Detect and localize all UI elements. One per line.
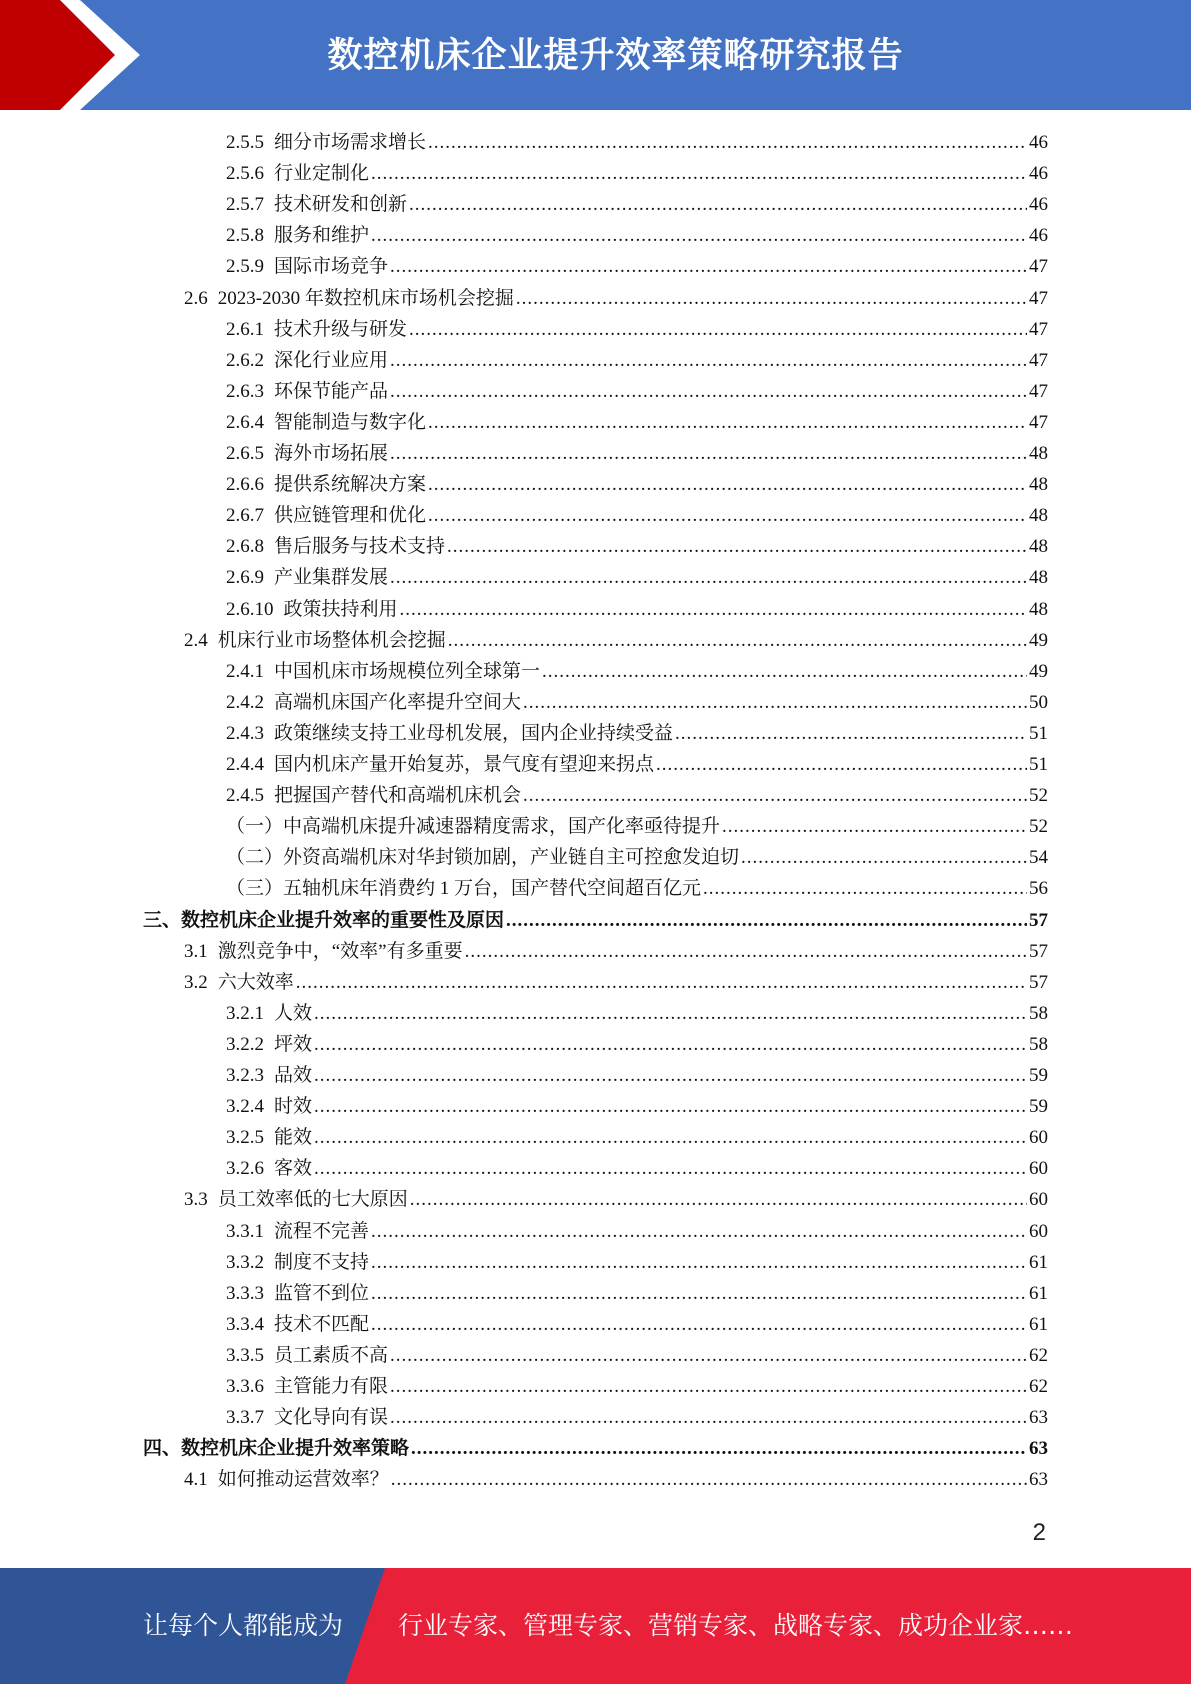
toc-entry-page: 63 [1029,1438,1048,1460]
toc-entry[interactable] [226,998,1048,1029]
toc-entry-title: 中国机床市场规模位列全球第一 [274,660,541,682]
toc-entry[interactable] [226,811,1048,842]
toc-dot-leader [314,1153,1027,1184]
toc-dot-leader [390,345,1027,376]
toc-entry[interactable] [226,1278,1048,1309]
toc-entry-page: 57 [1029,971,1048,993]
toc-entry-number: 2.4.1 [226,660,264,682]
toc-entry[interactable] [226,1153,1048,1184]
toc-entry[interactable] [226,687,1048,718]
toc-entry-number: 2.5.6 [226,163,264,185]
toc-entry-page: 47 [1029,349,1048,371]
toc-entry-page: 52 [1029,785,1048,807]
toc-entry-title: 制度不支持 [274,1251,370,1273]
toc-entry-page: 63 [1029,1469,1048,1491]
toc-entry-title: （二）外资高端机床对华封锁加剧，产业链自主可控愈发迫切 [226,847,740,869]
toc-entry-title: 2023-2030 年数控机床市场机会挖掘 [217,287,514,309]
toc-entry-page: 49 [1029,629,1048,651]
toc-entry-number: 2.6.2 [226,349,264,371]
toc-entry-page: 60 [1029,1158,1048,1180]
toc-entry[interactable] [226,438,1048,469]
toc-entry-page: 47 [1029,287,1048,309]
toc-entry-title: 文化导向有误 [274,1407,389,1429]
toc-entry-page: 49 [1029,660,1048,682]
toc-dot-leader [390,562,1027,593]
toc-entry[interactable] [226,1122,1048,1153]
toc-entry-number: 3.2.6 [226,1158,264,1180]
toc-entry-title: 高端机床国产化率提升空间大 [274,691,522,713]
toc-entry[interactable] [226,469,1048,500]
toc-entry-page: 62 [1029,1376,1048,1397]
toc-entry-number: 2.6.5 [226,443,264,464]
toc-entry-page: 51 [1029,754,1048,775]
toc-dot-leader [409,314,1027,345]
toc-entry[interactable] [226,873,1048,904]
toc-dot-leader [314,1029,1027,1060]
toc-entry[interactable] [226,314,1048,345]
toc-entry[interactable] [226,1340,1048,1371]
toc-entry-page: 60 [1029,1127,1048,1149]
toc-entry-number: 3.2.2 [226,1033,264,1055]
toc-entry-number: 2.4.2 [226,691,264,713]
toc-entry-title: 时效 [274,1096,313,1118]
toc-entry-number: 2.4.4 [226,754,264,775]
toc-entry-title: 售后服务与技术支持 [274,536,446,558]
toc-dot-leader [391,1464,1027,1495]
toc-entry-page: 51 [1029,722,1048,744]
toc-dot-leader [523,687,1027,718]
toc-dot-leader [371,158,1027,189]
toc-dot-leader [390,1402,1027,1433]
toc-entry-page: 47 [1029,380,1048,402]
toc-entry-page: 52 [1029,816,1048,838]
toc-entry-title: 服务和维护 [274,225,370,247]
toc-dot-leader [675,718,1027,749]
toc-entry-page: 63 [1029,1407,1048,1429]
toc-entry-title: 流程不完善 [274,1220,370,1242]
toc-entry-title: 政策扶持利用 [283,598,398,620]
toc-entry-number: 2.6.7 [226,505,264,527]
toc-dot-leader [390,251,1027,282]
toc-entry-number: 4.1 [184,1469,208,1491]
toc-entry-page: 57 [1029,909,1048,931]
toc-entry-number: 2.5.5 [226,132,264,153]
toc-entry-title: 国内机床产量开始复苏，景气度有望迎来拐点 [274,754,655,775]
toc-dot-leader [390,1371,1027,1402]
toc-dot-leader [371,1247,1027,1278]
toc-entry-number: 3.2.1 [226,1002,264,1024]
toc-entry-title: 技术升级与研发 [274,318,408,340]
toc-entry[interactable] [226,376,1048,407]
toc-dot-leader [390,376,1027,407]
toc-entry[interactable] [226,718,1048,749]
toc-entry-title: 员工素质不高 [274,1344,389,1366]
toc-dot-leader [428,469,1027,500]
toc-entry-title: 员工效率低的七大原因 [217,1189,408,1211]
toc-entry-title: 把握国产替代和高端机床机会 [274,785,522,807]
toc-entry-page: 46 [1029,163,1048,185]
toc-dot-leader [411,1433,1027,1464]
toc-entry-title: 能效 [274,1127,313,1149]
page-footer [0,1568,1191,1684]
toc-entry-title: 产业集群发展 [274,567,389,589]
toc-entry[interactable] [226,842,1048,873]
toc-entry-page: 48 [1029,505,1048,527]
toc-entry[interactable] [226,407,1048,438]
toc-entry-title: 细分市场需求增长 [274,132,427,153]
toc-entry[interactable] [226,1309,1048,1340]
toc-entry-number: 2.6 [184,287,208,309]
toc-dot-leader [722,811,1027,842]
toc-entry[interactable] [184,1464,1048,1495]
toc-entry[interactable] [184,625,1048,656]
toc-entry-number: 3.2 [184,971,208,993]
toc-dot-leader [314,998,1027,1029]
toc-entry-title: 人效 [274,1002,313,1024]
toc-dot-leader [428,500,1027,531]
toc-entry[interactable] [226,158,1048,189]
toc-dot-leader [516,283,1027,314]
toc-entry-title: 国际市场竞争 [274,256,389,278]
report-title: 数控机床企业提升效率策略研究报告 [327,36,904,76]
toc-entry-title: 深化行业应用 [274,349,389,371]
toc-entry[interactable] [226,594,1048,625]
toc-entry-number: 3.3.5 [226,1344,264,1366]
toc-entry[interactable] [184,283,1048,314]
toc-entry-page: 59 [1029,1065,1048,1086]
toc-entry-title: 坪效 [274,1033,313,1055]
toc-entry[interactable] [226,189,1048,220]
toc-entry-page: 58 [1029,1002,1048,1024]
toc-entry-title: 激烈竞争中，“效率”有多重要 [217,940,463,962]
toc-entry-number: 2.4 [184,629,208,651]
toc-entry[interactable] [226,500,1048,531]
toc-entry-title: （三）五轴机床年消费约 1 万台，国产替代空间超百亿元 [226,878,702,900]
toc-entry-page: 59 [1029,1096,1048,1118]
toc-entry-page: 48 [1029,474,1048,496]
toc-dot-leader [390,438,1027,469]
toc-entry-page: 60 [1029,1189,1048,1211]
toc-entry-page: 58 [1029,1033,1048,1055]
toc-dot-leader [506,905,1027,936]
toc-entry-page: 47 [1029,256,1048,278]
toc-entry-page: 48 [1029,536,1048,558]
toc-entry-number: 2.6.3 [226,380,264,402]
toc-entry-page: 50 [1029,691,1048,713]
toc-entry-title: 机床行业市场整体机会挖掘 [217,629,446,651]
toc-entry-page: 47 [1029,318,1048,340]
toc-entry-number: 3.1 [184,940,208,962]
toc-entry-title: 智能制造与数字化 [274,411,427,433]
toc-dot-leader [542,656,1027,687]
toc-entry-page: 54 [1029,847,1048,869]
toc-entry-title: 六大效率 [217,971,294,993]
toc-entry-title: 如何推动运营效率？ [217,1469,389,1491]
toc-entry-number: 2.6.4 [226,411,264,433]
toc-entry-title: 供应链管理和优化 [274,505,427,527]
toc-entry[interactable] [226,1091,1048,1122]
toc-dot-leader [400,594,1027,625]
toc-entry-title: 海外市场拓展 [274,443,389,464]
toc-entry-number: 3.2.3 [226,1065,264,1086]
toc-dot-leader [656,749,1027,780]
toc-entry-page: 61 [1029,1251,1048,1273]
toc-entry[interactable] [226,531,1048,562]
toc-dot-leader [314,1091,1027,1122]
toc-entry-number: 3.3.7 [226,1407,264,1429]
toc-entry-number: 3.3.2 [226,1251,264,1273]
toc-entry-title: 品效 [274,1065,313,1086]
toc-entry-page: 47 [1029,411,1048,433]
toc-entry-page: 57 [1029,940,1048,962]
toc-entry[interactable] [226,1060,1048,1091]
toc-entry-page: 61 [1029,1313,1048,1335]
toc-entry-title: 客效 [274,1158,313,1180]
toc-entry-title: 环保节能产品 [274,380,389,402]
toc-entry-number: 2.5.7 [226,194,264,216]
toc-dot-leader [314,1122,1027,1153]
toc-entry-page: 46 [1029,132,1048,153]
toc-entry[interactable] [226,562,1048,593]
toc-entry-number: 2.6.9 [226,567,264,589]
toc-entry-number: 2.5.9 [226,256,264,278]
toc-entry[interactable] [226,1216,1048,1247]
toc-dot-leader [741,842,1027,873]
toc-entry-title: 行业定制化 [274,163,370,185]
toc-entry-page: 62 [1029,1344,1048,1366]
footer-slogan-left: 让每个人都能成为 [143,1611,344,1640]
toc-dot-leader [296,967,1027,998]
toc-dot-leader [410,1184,1027,1215]
toc-entry[interactable] [226,220,1048,251]
toc-dot-leader [428,407,1027,438]
toc-entry-title: 三、数控机床企业提升效率的重要性及原因 [143,909,505,931]
toc-dot-leader [390,1340,1027,1371]
toc-entry-number: 3.2.4 [226,1096,264,1118]
toc-entry[interactable] [226,1029,1048,1060]
toc-entry-title: 主管能力有限 [274,1376,389,1397]
toc-entry-number: 2.6.10 [226,598,274,620]
toc-entry-title: 技术研发和创新 [274,194,408,216]
toc-dot-leader [428,127,1027,158]
toc-entry[interactable] [226,1247,1048,1278]
toc-dot-leader [703,873,1027,904]
toc-dot-leader [465,936,1027,967]
toc-entry-page: 60 [1029,1220,1048,1242]
toc-entry-number: 2.4.5 [226,785,264,807]
toc-entry-title: 监管不到位 [274,1282,370,1304]
toc-entry-number: 3.3.3 [226,1282,264,1304]
toc-dot-leader [314,1060,1027,1091]
toc-entry-number: 3.3.1 [226,1220,264,1242]
toc-entry-page: 48 [1029,598,1048,620]
toc-entry-number: 3.3 [184,1189,208,1211]
toc-dot-leader [371,1278,1027,1309]
toc-entry[interactable] [226,749,1048,780]
toc-entry-number: 3.2.5 [226,1127,264,1149]
toc-entry[interactable] [143,905,1048,936]
toc-entry-number: 2.6.6 [226,474,264,496]
toc-entry-number: 2.5.8 [226,225,264,247]
toc-entry-page: 46 [1029,194,1048,216]
toc-entry[interactable] [226,345,1048,376]
toc-entry[interactable] [184,967,1048,998]
header-red-arrow-icon [0,0,150,110]
toc-entry[interactable] [143,1433,1048,1464]
toc-dot-leader [409,189,1027,220]
toc-entry-number: 3.3.6 [226,1376,264,1397]
toc-entry-page: 48 [1029,443,1048,464]
toc-entry[interactable] [226,1402,1048,1433]
toc-dot-leader [448,625,1027,656]
toc-entry-number: 2.6.1 [226,318,264,340]
page-number: 2 [1032,1519,1046,1546]
toc-entry[interactable] [226,656,1048,687]
toc-entry[interactable] [226,251,1048,282]
toc-dot-leader [371,220,1027,251]
toc-entry[interactable] [226,1371,1048,1402]
toc-entry-number: 3.3.4 [226,1313,264,1335]
toc-dot-leader [447,531,1027,562]
report-header [0,0,1191,110]
toc-dot-leader [371,1309,1027,1340]
toc-dot-leader [371,1216,1027,1247]
toc-entry[interactable] [226,780,1048,811]
toc-entry[interactable] [184,936,1048,967]
toc-entry-page: 56 [1029,878,1048,900]
toc-entry-title: 技术不匹配 [274,1313,370,1335]
toc-entry-page: 46 [1029,225,1048,247]
toc-entry-title: 政策继续支持工业母机发展，国内企业持续受益 [274,722,674,744]
toc-entry-title: 四、数控机床企业提升效率策略 [143,1438,410,1460]
toc-entry-page: 61 [1029,1282,1048,1304]
toc-entry-number: 2.4.3 [226,722,264,744]
toc-entry-title: （一）中高端机床提升减速器精度需求，国产化率亟待提升 [226,816,721,838]
toc-entry-number: 2.6.8 [226,536,264,558]
footer-slogan-right: 行业专家、管理专家、营销专家、战略专家、成功企业家…… [398,1611,1074,1640]
toc-entry[interactable] [184,1184,1048,1215]
toc-entry-title: 提供系统解决方案 [274,474,427,496]
toc-entry-page: 48 [1029,567,1048,589]
toc-entry[interactable] [226,127,1048,158]
toc-dot-leader [523,780,1027,811]
